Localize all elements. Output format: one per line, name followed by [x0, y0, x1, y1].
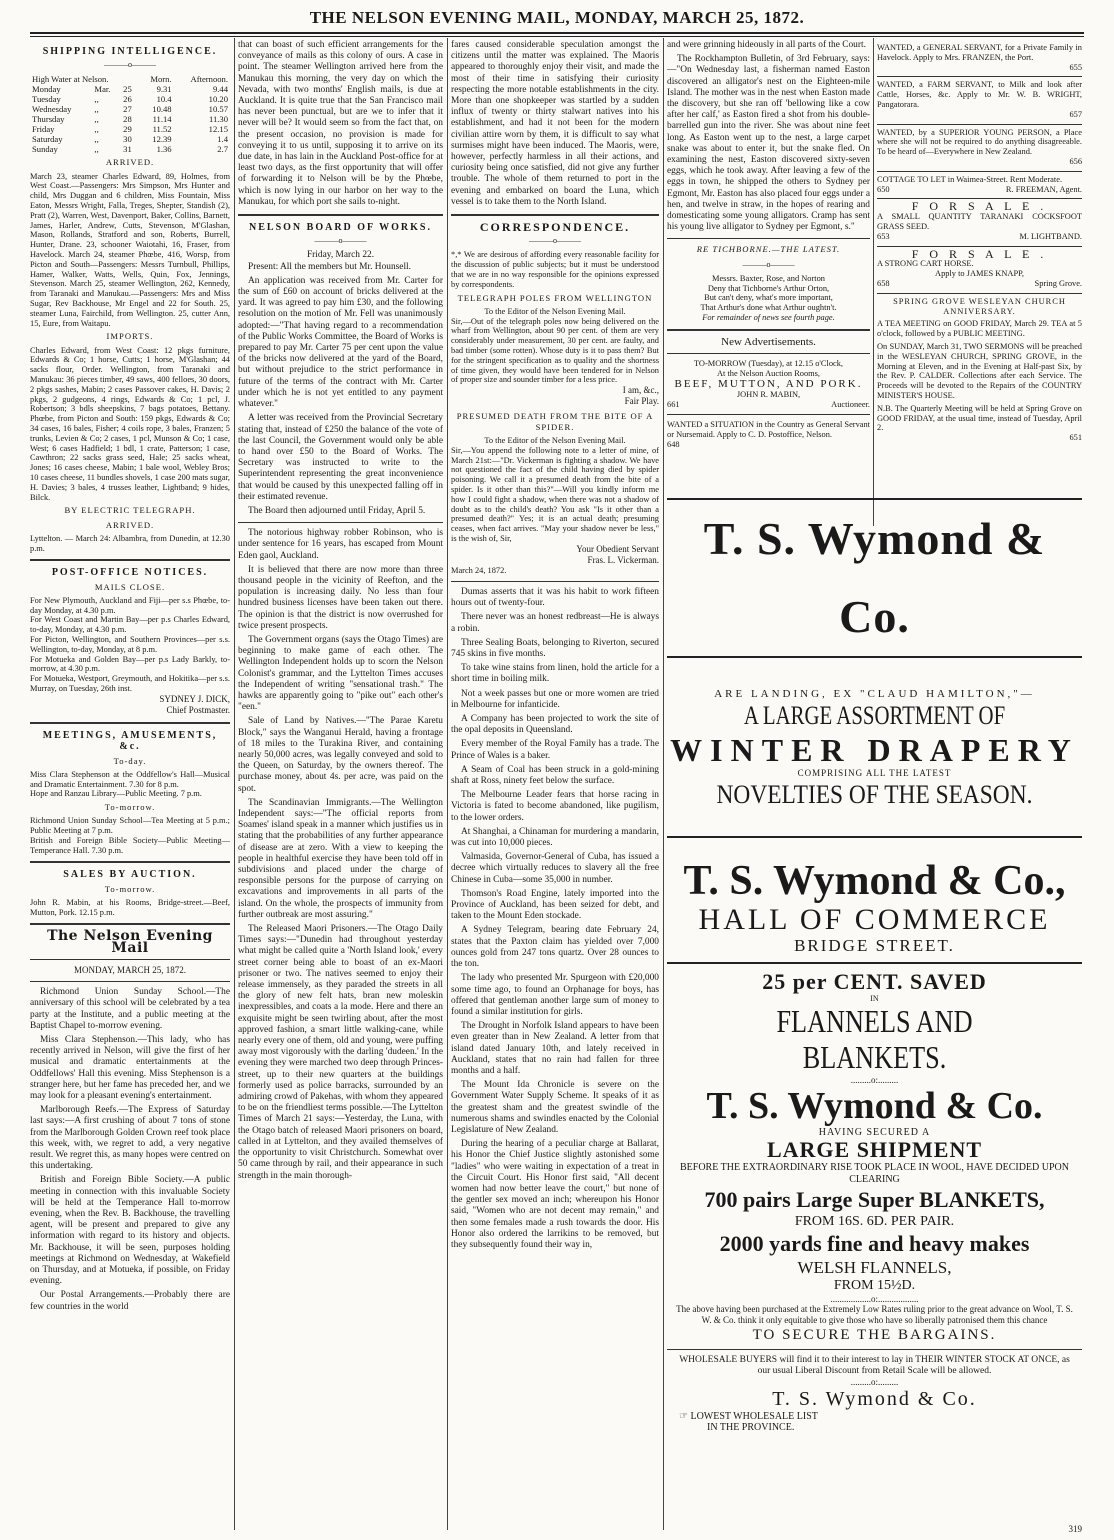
wymond-name: T. S. Wymond & Co.,	[683, 858, 1066, 904]
for-sale-ad	[877, 247, 1082, 294]
meeting-item: Richmond Union Sunday School—Tea Meeting at 5 p.m.; Public Meeting at 7 p.m.	[30, 816, 230, 836]
tide-date: 25	[123, 84, 132, 95]
letter-to: To the Editor of the Nelson Evening Mail.	[484, 306, 626, 316]
poem-line: Messrs. Baxter, Rose, and Norton	[712, 273, 825, 283]
mail-item: For Picton, Wellington, and Southern Provinces—per s.s. Wellington, to-day, Monday, at 8 p.m.	[30, 634, 230, 654]
pointing-hand-icon: ☞	[679, 1411, 691, 1422]
meetings-title: MEETINGS, AMUSEMENTS, &c.	[42, 730, 218, 753]
tide-morn: 10.48	[152, 104, 172, 115]
news-paragraph: It is believed that there are now more than three thousand people in the vicinity of Reefton, and the population is increasing daily. No less than four hundred business licenses have been taken out there. The opinion is that the district is now overrushed for twice present prospects.	[238, 564, 443, 631]
column-rule	[447, 38, 448, 1530]
ad-number: 655	[1069, 62, 1082, 72]
news-item: Not a week passes but one or more women are tried in Melbourne for infanticide.	[451, 688, 659, 710]
auction-text: John R. Mabin, at his Rooms, Bridge-street.—Beef, Mutton, Pork. 12.15 p.m.	[30, 897, 230, 917]
divider-text: ..................o:..................	[830, 1294, 919, 1304]
tide-aft: 11.30	[208, 114, 228, 125]
tide-header: High Water at Nelson.	[32, 74, 109, 85]
tide-day: Wednesday	[32, 104, 72, 115]
divider	[451, 214, 659, 216]
tide-day: Sunday	[32, 144, 58, 155]
ad-apply: Apply to JAMES KNAPP,	[935, 269, 1024, 279]
shipping-title: SHIPPING INTELLIGENCE.	[42, 46, 218, 57]
masthead-rule	[30, 32, 1084, 37]
tide-date: 27	[123, 104, 132, 115]
divider	[667, 414, 870, 415]
divider	[30, 861, 230, 863]
auction-sub: To-morrow.	[104, 883, 156, 894]
mail-item: For Motueka, Westport, Greymouth, and Hokitika—per s.s. Murray, on Tuesday, 26th inst.	[30, 674, 230, 693]
divider	[30, 923, 230, 925]
letter-body: Sir,—Out of the telegraph poles now being delivered on the wharf from Wellington, about 90 per cent. of them are very considerably under measurement, 30 per cent. are faulty, and bad timber (some rotten). Whose duty is it to pass them? But for the stringent specification as to quality and the shortness of time given, they would have been tendered for in Nelson of proper size and sounder timber for a less price.	[451, 316, 659, 385]
tide-row	[30, 94, 230, 104]
news-item: The Melbourne Leader fears that horse racing in Victoria is fated to become abandoned, like pugilism, to the lower orders.	[451, 790, 659, 823]
wymond-name: T. S. Wymond & Co.	[706, 1085, 1043, 1127]
tide-row	[30, 144, 230, 154]
news-item: Three Sealing Boats, belonging to Riverton, secured 745 skins in five months.	[451, 637, 659, 660]
tide-month: ,,	[94, 104, 99, 115]
tide-row	[30, 104, 230, 114]
tide-table	[30, 74, 230, 154]
church-title: SPRING GROVE WESLEYAN CHURCH ANNIVERSARY.	[893, 296, 1066, 316]
wymond-winter-drapery: WINTER DRAPERY	[670, 732, 1079, 768]
wymond-hall: HALL OF COMMERCE	[698, 903, 1051, 936]
board-paragraph: An application was received from Mr. Carter for the sum of £60 on account of bricks delivered at the yard. It was agreed to pay him £30, and the following resolution on the motion of Mr. Fell was unanimously adopted:—"That having regard to a recommendation of the Public Works Committee, the Board of Works is prepared to pay Mr. Carter 75 per cent upon the value of the bricks now delivered at the yard of the Board, but without prejudice to the strict performance in future of the terms of the contract with Mr. Carter under which he is not yet entitled to any payment whatever."	[238, 275, 443, 410]
tide-morn: 11.14	[152, 114, 172, 125]
wymond-comprising: COMPRISING ALL THE LATEST	[797, 768, 952, 778]
news-item: A Seam of Coal has been struck in a gold-mining shaft at Ross, ninety feet below the surface.	[451, 764, 659, 787]
wymond-price2: FROM 15½D.	[833, 1278, 916, 1293]
wymond-secure: TO SECURE THE BARGAINS.	[752, 1327, 997, 1343]
date-line: MONDAY, MARCH 25, 1872.	[73, 964, 187, 975]
tide-morn: 1.36	[156, 144, 172, 155]
situation-ad: WANTED a SITUATION in the Country as General Servant or Nursemaid. Apply to C. D. Postoffice, Nelson.	[667, 420, 870, 440]
wymond-assortment: A LARGE ASSORTMENT OF	[743, 701, 1006, 730]
letter-title: TELEGRAPH POLES FROM WELLINGTON	[457, 292, 653, 303]
news-item: To take wine stains from linen, hold the article for a short time in boiling milk.	[451, 663, 659, 685]
for-sale-title: F O R S A L E .	[911, 199, 1048, 214]
news-item: There never was an honest redbreast—He is always a robin.	[451, 612, 659, 634]
auctioneer-name: JOHN R. MABIN,	[736, 389, 801, 399]
tide-aft: 12.15	[208, 124, 228, 135]
divider	[667, 238, 870, 239]
tide-month: ,,	[94, 124, 99, 135]
letter-sign: Your Obedient Servant	[576, 543, 659, 554]
tide-date: 28	[123, 114, 132, 125]
tide-date: 30	[123, 134, 132, 145]
correspondence-title: CORRESPONDENCE.	[479, 220, 631, 235]
wymond-lowest-text: LOWEST WHOLESALE LIST	[690, 1411, 818, 1422]
column-3	[451, 40, 659, 1530]
tide-day: Thursday	[32, 114, 65, 125]
classified-ad	[877, 40, 1082, 77]
church-ad	[877, 294, 1082, 443]
wymond-landing: ARE LANDING, EX "CLAUD HAMILTON,"—	[714, 688, 1035, 700]
wymond-saved: 25 per CENT. SAVED	[762, 969, 987, 994]
tide-date: 29	[123, 124, 132, 135]
letter-to: To the Editor of the Nelson Evening Mail.	[484, 436, 626, 446]
wymond-province: IN THE PROVINCE.	[707, 1422, 795, 1433]
tide-date: 31	[123, 144, 132, 155]
telegraph-text: Lyttelton. — March 24: Albambra, from Dunedin, at 12.30 p.m.	[30, 533, 230, 553]
auction-goods: BEEF, MUTTON, AND PORK.	[674, 377, 863, 390]
imports-text: Charles Edward, from West Coast: 12 pkgs furniture, Edwards & Co; 1 horse, Cutts; 1 horse, M'Glashan; 44 sacks flour, Order. Wellington, from Taranaki and Manukau: 36 pieces timber, 49 saws, 400 felloes, 30 doors, 2 pkgs sashes, Mabin; 2 cases Passover cakes, H. Davis; 2 pkgs, 2 gudgeons, 4 rings, Edwards & Co; 1 pcl, J. Robertson; 3 bdls sheepskins, 7 bags potatoes, Bettany. Phœbe, from Picton and South: 159 pkgs, Edwards & Co; 34 cases, 16 bales, Fisher; 4 coils rope, 3 bales, Franzen; 5 trunks, Levien & Co; 2 cases, 1 pcl, Munson & Co; 1 case, West; 6 cases Hadfield; 1 bdl, 1 crate, Patterson; 1 case, Cawthron; 22 sacks grass seed, Hale; 25 sacks wheat, Jones; 16 cases cheese, Mabin; 1 bale wool, Webley Bros; 10 cases cheese, 11 bundles shovels, 1 case 200 mats sugar, H. Davies; 3 bales, 4 trusses leather, Lightband; 9 hides, Bilck.	[30, 345, 230, 502]
letter-body: Sir,—You append the following note to a letter of mine, of March 21st:—"Dr. Vickerman is fighting a shadow. We have not questioned the fact of the child having died by spider poisoning. We call it a presumed death from the bite of a spider. Is it other than this?"—Will you kindly inform me how I could fight a shadow, when there was not a shadow of doubt as to the child's death? You ask "Is it other than a presumed death?" Yes; it is an actual death; presuming ceases, when fact arrives. "May your shadow never be less," is the wish of, Sir,	[451, 445, 659, 543]
letter-date: March 24, 1872.	[451, 566, 507, 576]
news-paragraph: The Government organs (says the Otago Times) are beginning to make game of each other. The Wellington Independent holds up to scorn the Nelson Colonist's grammar, and the Lyttelton Times accuses the Independent of writing "sensational trash." The hawks are apparently going to "pike out" each other's "een."	[238, 634, 443, 713]
divider	[30, 981, 230, 982]
separator: ———o———	[104, 60, 156, 70]
page-number: 319	[1068, 1524, 1082, 1534]
ad-text: WANTED, by a SUPERIOR YOUNG PERSON, a Place where she will not be required to do anything disagreeable. To be heard of—Everywhere in New Zealand.	[877, 127, 1082, 157]
editorial-paragraph: Miss Clara Stephenson.—This lady, who has recently arrived in Nelson, will give the first of her musical and dramatic entertainments at the Oddfellows' Hall this evening. Miss Stephenson is a stranger here, but her fame has preceded her, and we may look for a pleasant evening's entertainment.	[30, 1034, 230, 1101]
mail-item: For New Plymouth, Auckland and Fiji—per s.s Phœbe, to-day Monday, at 4.30 p.m.	[30, 595, 230, 615]
tide-morn: 11.52	[152, 124, 172, 135]
wymond-street: BRIDGE STREET.	[794, 936, 955, 955]
postmaster-name: SYDNEY J. DICK,	[159, 693, 230, 704]
wymond-name-large: T. S. Wymond & Co.	[703, 513, 1046, 642]
divider	[30, 959, 230, 960]
tide-day: Monday	[32, 84, 61, 95]
tide-month: ,,	[94, 144, 99, 155]
divider	[667, 962, 1082, 964]
letter-sign: Fair Play.	[624, 396, 659, 407]
divider	[667, 329, 870, 331]
wymond-flannels: FLANNELS AND BLANKETS.	[776, 1003, 973, 1075]
church-text: N.B. The Quarterly Meeting will be held at Spring Grove on GOOD FRIDAY, at the usual time, instead of Tuesday, April 2.	[877, 403, 1082, 433]
mails-close: MAILS CLOSE.	[94, 581, 166, 592]
today-heading: To-day.	[113, 755, 147, 766]
news-paragraph: The Scandinavian Immigrants.—The Wellington Independent says:—"The official reports from Soames' island speak in a manner which justifies us in stating that the probabilities of any further appearance of disease are at zero. With a view to keeping the people in healthful exercise they have been told off in subdivisions and placed under the charge of responsible persons for the purpose of carrying on excavations and improvements in all parts of the island. On the whole, the prospects of immunity from further outbreak are most assuring."	[238, 797, 443, 920]
ad-number: 653	[877, 231, 890, 241]
column-5	[877, 40, 1082, 525]
separator: ———o———	[314, 236, 367, 246]
for-sale-text: A STRONG CART HORSE.	[877, 259, 974, 269]
for-sale-text: A SMALL QUANTITY TARANAKI COCKSFOOT GRASS SEED.	[877, 212, 1082, 231]
tide-row	[30, 84, 230, 94]
column-rule	[234, 38, 235, 1530]
news-item: A Company has been projected to work the site of the opal deposits in Queensland.	[451, 714, 659, 736]
mail-item: For West Coast and Martin Bay—per p.s Charles Edward, to-day, Monday, at 4.30 p.m.	[30, 615, 230, 635]
tide-aft: 9.44	[212, 84, 228, 95]
ad-sign: R. FREEMAN, Agent.	[1005, 184, 1082, 194]
tide-month: Mar.	[94, 84, 111, 95]
tide-morn: 9.31	[156, 84, 172, 95]
wymond-price1: FROM 16S. 6D. PER PAIR.	[794, 1214, 955, 1229]
tide-month: ,,	[94, 94, 99, 105]
wymond-blankets: 700 pairs Large Super BLANKETS,	[704, 1187, 1045, 1212]
article-text: that can boast of such efficient arrangements for the conveyance of mails as this colony of ours. A case in point. The steamer Wellington arrived here from the Manukau this morning, the very day on which the Nevada, with two months' English mails, is due at Auckland. It is quite true that the San Francisco mail has never been punctual, but are we to infer that it never will be? It would seem so from the fact that, on the present occasion, no provision is made for conveying it to us until, supposing it to arrive on its due date, in has lain in the Auckland Post-office for at least two days, as the first opportunity that will offer of forwarding it to Nelson will be by the Phœbe, which is now lying in our harbor on her way to the Manukau, for which port she sails to-night.	[238, 40, 443, 207]
news-item: The lady who presented Mr. Spurgeon with £20,000 some time ago, to found an Orphanage for boys, has offered that gentleman another large sum of money to found a similar institution for girls.	[451, 973, 659, 1017]
ad-text: WANTED, a FARM SERVANT, to Milk and look after Cattle, Horses, &c. Apply to Mr. W. B. WRIGHT, Pangatorara.	[877, 80, 1082, 109]
column-2	[238, 40, 443, 1530]
divider	[451, 581, 659, 582]
auction-footer	[667, 400, 870, 410]
poem-line: But can't deny, what's more important,	[704, 293, 833, 303]
divider	[667, 353, 870, 354]
poem-note: For remainder of news see fourth page.	[702, 313, 835, 323]
auctioneer-title: Auctioneer.	[831, 399, 870, 409]
poem-title: RE TICHBORNE.—THE LATEST.	[696, 244, 841, 255]
ad-place: Spring Grove.	[1034, 278, 1082, 288]
classified-ad	[877, 77, 1082, 124]
arrived-heading: ARRIVED.	[105, 157, 155, 168]
tide-aft: 2.7	[217, 144, 228, 155]
tide-day: Saturday	[32, 134, 63, 145]
ad-text: WANTED, a GENERAL SERVANT, for a Private Family in Havelock. Apply to Mrs. FRANZEN, the Port.	[877, 43, 1082, 62]
poem-line: That Arthur's done what Arthur oughtn't.	[700, 303, 837, 313]
news-item: Dumas asserts that it was his habit to work fifteen hours out of twenty-four.	[451, 587, 659, 609]
ad-number: 651	[1069, 433, 1082, 443]
divider	[30, 722, 230, 724]
tide-morn: 10.4	[156, 94, 172, 105]
divider	[667, 836, 1082, 838]
auction-line: TO-MORROW (Tuesday), at 12.15 o'Clock,	[693, 359, 844, 369]
wymond-shipment: LARGE SHIPMENT	[766, 1137, 983, 1162]
ad-number: 661	[667, 399, 680, 409]
tide-header: Afternoon.	[190, 74, 228, 85]
tide-row	[30, 134, 230, 144]
column-rule	[873, 38, 874, 526]
ad-number: 656	[1069, 156, 1082, 166]
ad-number: 658	[877, 278, 890, 288]
meeting-item: Miss Clara Stephenson at the Oddfellow's Hall—Musical and Dramatic Entertainment. 7.30 for 8 p.m.	[30, 769, 230, 789]
ad-sign: M. LIGHTBAND.	[1019, 231, 1082, 241]
article-text: The Rockhampton Bulletin, of 3rd February, says:—"On Wednesday last, a fisherman named Easton discovered an alligator's nest on the Eighteen-mile Island. The mother was in the nest when Easton made the discovery, but she ran off 'bellowing like a cow after her calf,' as Easton fired a shot from his double-barrelled gun into the river. She was about nine feet long. As Easton went up to the nest, a large carpet snake was about to enter it, but the snake fled. On examining the nest, Easton discovered sixty-seven eggs, which he took away. After leaving a few of the eggs in town, he shipped the others to Sydney per Egmont, Mr. Easton has also placed four eggs under a hen, and twelve in straw, in the hopes of rearing and domesticating some young alligators. Cramp has sent his young live alligator to Sydney per Egmont, s."	[667, 54, 870, 233]
news-paragraph: The Released Maori Prisoners.—The Otago Daily Times says:—"Dunedin had throughout yesterday what might be called quite a 'North Island look,' every street corner being able to boast of an ex-Maori prisoner or two. The natives seemed to enjoy their release immensely, as they paraded the streets in all the glory of new felt hats, bran new moleskin inexpressibles, and coats a la mode. Here and there an exquisite might be seen twirling about, after the most approved fashion, a smart little walking-cane, while nearly every one of them, old and young, were puffing away most vigorously with the darling 'dudeen.' In the evening they were marched two deep through Princes-street, up to their new quarters at the buildings formerly used as police barracks, surrounded by an admiring crowd of Pakehas, with whom they appeared to be on the friendliest terms possible.—The Lyttelton Times of March 21 says:—Yesterday, the Luna, with the Otago batch of released Maori prisoners on board, called in at Lyttelton, and they availed themselves of the opportunity to visit Christchurch. Somewhat over 50 came through by rail, and their appearance in such strength in the main thorough-	[238, 924, 443, 1181]
for-sale-ad	[877, 199, 1082, 246]
for-sale-title: F O R S A L E .	[911, 246, 1048, 261]
tide-day: Tuesday	[32, 94, 61, 105]
ad-number: 657	[1069, 109, 1082, 119]
separator: ———o———	[529, 236, 581, 246]
tide-morn: 12.39	[152, 134, 172, 145]
news-paragraph: The notorious highway robber Robinson, who is under sentence for 16 years, has escaped from Mount Eden gaol, Auckland.	[238, 528, 443, 561]
wymond-lowest	[667, 1411, 1082, 1422]
column-rule	[663, 38, 664, 1530]
news-item: The Mount Ida Chronicle is severe on the Government Water Supply Scheme. It speaks of it as the greatest sham and the greatest swindle of the numerous shams and swindles enacted by the Colonial Legislature of New Zealand.	[451, 1080, 659, 1135]
news-paragraph: Sale of Land by Natives.—"The Parae Karetu Block," says the Wanganui Herald, having a frontage of 18 miles to the Turakina River, and containing nearly 50,000 acres, was legally conveyed and sold to the Queen, on Saturday, by the owners thereof. The purchase money, about 4s. per acre, was paid on the spot.	[238, 716, 443, 794]
tide-date: 26	[123, 94, 132, 105]
news-item: During the hearing of a peculiar charge at Ballarat, his Honor the Chief Justice slightly astonished some "ladies" who were waiting in expectation of a treat in the Circuit Court. His Honor first said, "All decent women had now better leave the court," but none of the gentler sex moved an inch; whereupon his Honor said, "Women who are not decent may remain," and then some females made a rush towards the door. His Honor also ordered the larrikins to be removed, but they subsequently found their way in,	[451, 1139, 659, 1250]
wymond-ad	[667, 498, 1082, 1433]
divider	[30, 559, 230, 561]
wymond-in: IN	[870, 994, 879, 1003]
wymond-before: BEFORE THE EXTRAORDINARY RISE TOOK PLACE IN WOOL, HAVE DECIDED UPON CLEARING	[680, 1162, 1069, 1185]
news-item: Every member of the Royal Family has a trade. The Prince of Wales is a baker.	[451, 739, 659, 761]
divider	[667, 656, 1082, 658]
tide-aft: 10.57	[208, 104, 228, 115]
ad-number: 648	[667, 440, 680, 450]
ad-footer	[877, 185, 1082, 195]
classified-ad	[877, 125, 1082, 172]
wymond-having: HAVING SECURED A	[818, 1127, 931, 1138]
wymond-above: The above having been purchased at the Extremely Low Rates ruling prior to the great advance on Wool, T. S. W. & Co. think it only equitable to give those who have so liberally patronised them this chance	[676, 1304, 1073, 1325]
tide-header-row	[30, 74, 230, 84]
auction-title: SALES BY AUCTION.	[63, 869, 197, 881]
wymond-name: T. S. Wymond & Co.	[772, 1388, 977, 1410]
postmaster-title: Chief Postmaster.	[166, 704, 230, 715]
imports-heading: IMPORTS.	[106, 331, 154, 342]
tide-aft: 1.4	[217, 134, 228, 145]
tide-row	[30, 114, 230, 124]
ad-footer	[877, 232, 1082, 242]
news-item: The Drought in Norfolk Island appears to have been even greater than in New Zealand. A letter from that island dated January 10th, and lately received in Auckland, states that no rain had fallen for three months and a half.	[451, 1021, 659, 1076]
tide-month: ,,	[94, 134, 99, 145]
wymond-wholesale: WHOLESALE BUYERS will find it to their interest to lay in THEIR WINTER STOCK AT ONCE, as our usual Liberal Discount from Retail Scale will be allowed.	[679, 1355, 1070, 1376]
board-paragraph: Present: All the members but Mr. Hounsell.	[248, 261, 412, 272]
letter-title: PRESUMED DEATH FROM THE BITE OF A SPIDER.	[456, 410, 654, 432]
new-ads-heading: New Advertisements.	[721, 335, 816, 348]
separator: ———o———	[742, 259, 795, 269]
divider	[238, 214, 443, 216]
tide-month: ,,	[94, 114, 99, 125]
letter-sign: Fras. L. Vickerman.	[587, 555, 659, 565]
auction-line: At the Nelson Auction Rooms,	[716, 368, 821, 378]
divider	[667, 1349, 1082, 1350]
divider-text: .........o:.........	[850, 1075, 899, 1085]
wymond-novelties: NOVELTIES OF THE SEASON.	[716, 780, 1033, 809]
news-item: Valmasida, Governor-General of Cuba, has issued a decree which virtually reduces to slavery all the free Chinese in Cuba—some 35,000 in number.	[451, 852, 659, 885]
wymond-welsh: WELSH FLANNELS,	[797, 1258, 952, 1277]
editorial-paragraph: British and Foreign Bible Society.—A public meeting in connection with this invaluable Society will be held at the Temperance Hall to-morrow evening, when the Rev. B. Backhouse, the travelling agent, will be present and prepared to give any information with regard to its history and objects. Mr. Backhouse, it will be seen, purposes holding meetings at Richmond on Wednesday, at Wakefield on Thursday, and at Motueka, if possible, on Friday evening.	[30, 1175, 230, 1287]
tomorrow-heading: To-morrow.	[104, 802, 156, 813]
column-4	[667, 40, 870, 530]
tide-header: Morn.	[150, 74, 172, 85]
telegraph-heading: BY ELECTRIC TELEGRAPH.	[64, 505, 196, 516]
correspondence-note: *,* We are desirous of affording every reasonable facility for the discussion of public subjects; but it must be understood that we are in no way responsible for the opinions expressed by correspondents.	[451, 250, 659, 289]
ad-text: COTTAGE TO LET in Waimea-Street. Rent Moderate.	[877, 174, 1063, 184]
board-date: Friday, March 22.	[306, 250, 375, 261]
church-text: On SUNDAY, March 31, TWO SERMONS will be preached in the WESLEYAN CHURCH, SPRING GROVE, in the Morning at Eleven, and in the Evening at Half-past Six, by the Rev. P. CALDER. Collections after each Service. The Proceeds will be devoted to the Repairs of the COUNTRY MINISTER'S HOUSE.	[877, 341, 1082, 400]
telegraph-arrived: ARRIVED.	[105, 519, 155, 530]
arrived-text: March 23, steamer Charles Edward, 89, Holmes, from West Coast.—Passengers: Mrs Simpson, Mrs Hunter and child, Mrs Duggan and 6 children, Miss Fountain, Miss Eaton, Messrs Wright, Falla, Treges, Shepter, Standish (2), Pratt (2), Warren, West, Davenport, Baker, Collins, Barnett, James, Harler, Andrew, Cutts, Stevenson, M'Glashan, Mason, Rollands, Stratford and son, Roberts, Burrell, Hunter, Drane. 23, schooner Waiotahi, 16, Fraser, from Havelock. March 24, steamer Phœbe, 416, Worsp, from Picton and South—Passengers: Messrs Turnbull, Phillips, Hamer, Walker, Watts, Wells, Quin, Fox, Jennings, Stevenson. March 25, steamer Wellington, 262, Kennedy, from Taranaki and Manukau.—Passengers: Mrs and Miss Sugar, Rev Backhouse, Mr Engel and 22 for South. 25, steamer Luna, Fairchild, from Wellington. 25, cutter Ann, 15, Eure, from Waitapu.	[30, 171, 230, 328]
tide-aft: 10.20	[208, 94, 228, 105]
divider-text: .........o:.........	[850, 1377, 899, 1387]
news-item: At Shanghai, a Chinaman for murdering a mandarin, was cut into 10,000 pieces.	[451, 826, 659, 849]
editorial-paragraph: Marlborough Reefs.—The Express of Saturday last says:—A first crushing of about 7 tons of stone from the Marlborough Golden Crown reef took place this week, with, we regret to add, a very negative result. We regret this, as many hopes were centred on this undertaking.	[30, 1105, 230, 1172]
mail-item: For Motueka and Golden Bay—per p.s Lady Barkly, to-morrow, at 4.30 p.m.	[30, 654, 230, 674]
column-1	[30, 40, 230, 1530]
board-paragraph: The Board then adjourned until Friday, April 5.	[248, 505, 426, 516]
wymond-yards: 2000 yards fine and heavy makes	[719, 1231, 1030, 1256]
church-text: A TEA MEETING on GOOD FRIDAY, March 29. TEA at 5 o'clock, followed by a PUBLIC MEETING.	[877, 319, 1082, 339]
meeting-item: Hope and Ranzau Library—Public Meeting. 7 p.m.	[30, 789, 202, 799]
tide-day: Friday	[32, 124, 55, 135]
classified-ad	[877, 172, 1082, 200]
board-paragraph: A letter was received from the Provincial Secretary stating that, instead of £250 the balance of the vote of the last Council, the Government would only be able to hand over £50 to the Board of Works. The Secretary was instructed to write to the Superintendent representing the great inconvenience that would be caused by this unexpected falling off in their estimated revenue.	[238, 413, 443, 502]
ad-number: 650	[877, 184, 890, 194]
tide-row	[30, 124, 230, 134]
masthead: THE NELSON EVENING MAIL, MONDAY, MARCH 25, 1872.	[309, 8, 805, 27]
letter-sign: I am, &c.,	[622, 385, 659, 396]
news-item: A Sydney Telegram, bearing date February 24, states that the Paxton claim has yielded over 7,000 ounces gold from 247 tons quartz. Over 28 ounces to the ton.	[451, 925, 659, 970]
ad-footer	[877, 279, 1082, 289]
editorial-paragraph: Our Postal Arrangements.—Probably there are few countries in the world	[30, 1290, 230, 1312]
meeting-item: British and Foreign Bible Society—Public Meeting—Temperance Hall. 7.30 p.m.	[30, 835, 230, 855]
editorial-paragraph: Richmond Union Sunday School.—The anniversary of this school will be celebrated by a tea party at the Institute, and a public meeting at the Baptist Chapel to-morrow evening.	[30, 987, 230, 1031]
paper-title: The Nelson Evening Mail	[47, 928, 213, 956]
board-title: NELSON BOARD OF WORKS.	[249, 222, 432, 234]
post-office-title: POST-OFFICE NOTICES.	[51, 567, 209, 579]
news-item: Thomson's Road Engine, lately imported into the Province of Auckland, has been seized for debt, and taken to the Mount Eden stockade.	[451, 888, 659, 922]
article-text: fares caused considerable speculation amongst the citizens until the matter was explained. The Maoris appeared to thoroughly enjoy their visit, and made the most of their time in satisfying their curiosity respecting the more notable establishments in the city. More than one shopkeeper was startled by a sudden influx of twenty or thirty stalwart natives into his establishment, and had it not been for the modern civilian attire worn by them, it is difficult to say what surmises might have been induced. The Maoris, were, however, perfectly harmless in all their actions, and curiosity being once satisfied, did not give any further trouble. The whole of them returned to port in the evening and embarked on board the Luna, which vessel is to take them to the North Island.	[451, 40, 659, 207]
poem-line: Deny that Tichborne's Arthur Orton,	[707, 283, 830, 293]
article-text: and were grinning hideously in all parts of the Court.	[667, 40, 866, 50]
divider	[238, 522, 443, 523]
